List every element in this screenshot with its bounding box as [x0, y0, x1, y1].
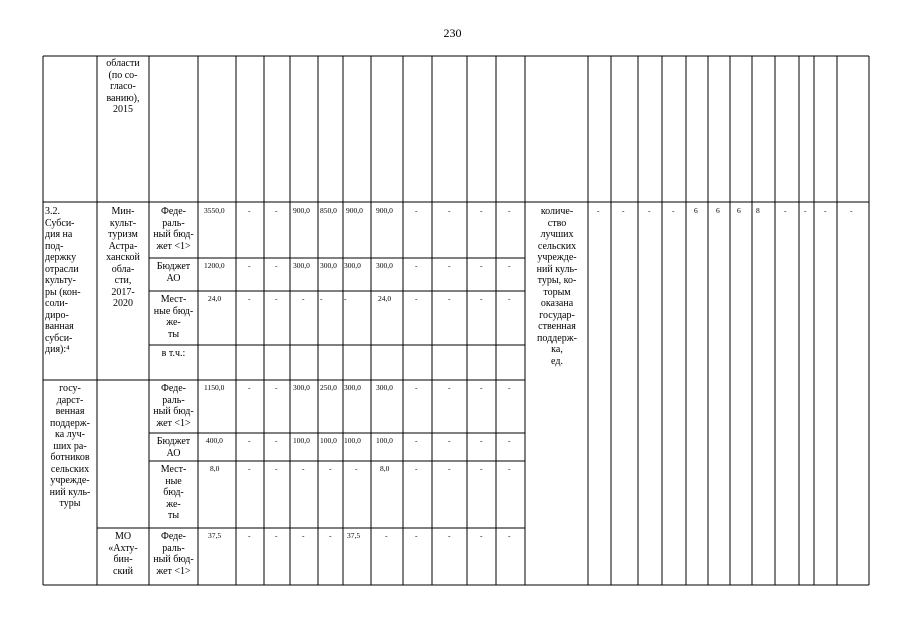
- value-cell: -: [448, 436, 451, 445]
- value-cell: -: [344, 294, 347, 303]
- value-cell: -: [448, 531, 451, 540]
- value-cell: -: [275, 206, 278, 215]
- value-cell: 300,0: [376, 383, 393, 392]
- value-cell: -: [248, 464, 251, 473]
- page-number: 230: [443, 26, 462, 40]
- value-cell: 24,0: [208, 294, 222, 303]
- label-region-consent-2015: области (по со- гласо- ванию), 2015: [106, 58, 140, 115]
- value-cell: -: [824, 206, 827, 215]
- label-federal-budget: Феде- раль- ный бюд- жет <1>: [153, 206, 194, 252]
- value-cell: -: [275, 294, 278, 303]
- value-cell: -: [415, 531, 418, 540]
- value-cell: 300,0: [344, 261, 361, 270]
- value-cell: -: [508, 261, 511, 270]
- value-cell: -: [480, 464, 483, 473]
- value-cell: 1200,0: [204, 261, 225, 270]
- label-federal-budget: Феде- раль- ный бюд- жет <1>: [153, 531, 194, 577]
- value-cell: 250,0: [320, 383, 337, 392]
- value-cell: 8,0: [380, 464, 390, 473]
- value-cell: -: [248, 436, 251, 445]
- value-cell: -: [302, 464, 305, 473]
- value-cell: 300,0: [293, 261, 310, 270]
- value-cell: -: [480, 261, 483, 270]
- value-cell: -: [850, 206, 853, 215]
- value-cell: 900,0: [293, 206, 310, 215]
- value-cell: -: [508, 531, 511, 540]
- value-cell: 100,0: [376, 436, 393, 445]
- value-cell: 850,0: [320, 206, 337, 215]
- value-cell: 300,0: [376, 261, 393, 270]
- value-cell: -: [784, 206, 787, 215]
- label-budget-ao: Бюджет АО: [156, 261, 191, 284]
- value-cell: -: [302, 294, 305, 303]
- label-including: в т.ч.:: [161, 348, 186, 359]
- value-cell: -: [248, 294, 251, 303]
- value-cell: -: [480, 206, 483, 215]
- value-cell: -: [648, 206, 651, 215]
- value-cell: 3550,0: [204, 206, 225, 215]
- value-cell: -: [672, 206, 675, 215]
- label-local-budgets: Мест- ные бюд- же- ты: [160, 464, 187, 521]
- value-cell: -: [329, 531, 332, 540]
- value-cell: -: [275, 261, 278, 270]
- value-cell: 37,5: [208, 531, 222, 540]
- value-cell: -: [480, 531, 483, 540]
- value-cell: -: [448, 294, 451, 303]
- value-cell: -: [355, 464, 358, 473]
- label-state-support: госу- дарст- венная поддерж- ка луч- ших ра- ботников сельских учрежде- ний куль- туры: [49, 383, 91, 509]
- value-cell: -: [508, 383, 511, 392]
- value-cell: 300,0: [293, 383, 310, 392]
- value-cell: -: [415, 464, 418, 473]
- value-cell: 400,0: [206, 436, 223, 445]
- value-cell: 8,0: [210, 464, 220, 473]
- value-cell: -: [248, 531, 251, 540]
- value-cell: -: [508, 206, 511, 215]
- label-minculttourism: Мин- культ- туризм Астра- ханской обла- сти, 2017- 2020: [106, 206, 140, 309]
- value-cell: -: [248, 261, 251, 270]
- value-cell: -: [597, 206, 600, 215]
- value-cell: 24,0: [378, 294, 392, 303]
- value-cell: 300,0: [320, 261, 337, 270]
- label-mo-akhtubinsky: МО «Ахту- бин- ский: [108, 531, 138, 577]
- value-cell: -: [508, 436, 511, 445]
- label-indicator: количе- ство лучших сельских учрежде- ний куль- туры, ко- торым оказана государ- ственная поддерж- ка, ед.: [536, 206, 578, 367]
- label-federal-budget: Феде- раль- ный бюд- жет <1>: [153, 383, 194, 429]
- value-cell: -: [622, 206, 625, 215]
- value-cell: 6: [716, 206, 720, 215]
- label-local-budgets: Мест- ные бюд- же- ты: [153, 294, 194, 340]
- value-cell: -: [480, 294, 483, 303]
- value-cell: -: [275, 531, 278, 540]
- value-cell: 100,0: [344, 436, 361, 445]
- value-cell: 6: [737, 206, 741, 215]
- value-cell: -: [415, 206, 418, 215]
- value-cell: -: [415, 436, 418, 445]
- value-cell: -: [415, 294, 418, 303]
- value-cell: -: [480, 436, 483, 445]
- value-cell: 8: [756, 206, 760, 215]
- value-cell: 1150,0: [204, 383, 225, 392]
- label-subsidy-3-2: 3.2. Субси- дия на под- держку отрасли культу- ры (кон- соли- диро- ванная субси- дия):⁴: [45, 206, 81, 355]
- value-cell: -: [320, 294, 323, 303]
- value-cell: -: [480, 383, 483, 392]
- value-cell: 900,0: [346, 206, 363, 215]
- value-cell: -: [508, 294, 511, 303]
- label-budget-ao: Бюджет АО: [156, 436, 191, 459]
- value-cell: -: [448, 206, 451, 215]
- value-cell: -: [302, 531, 305, 540]
- value-cell: -: [248, 206, 251, 215]
- value-cell: -: [448, 383, 451, 392]
- value-cell: -: [385, 531, 388, 540]
- value-cell: -: [415, 383, 418, 392]
- value-cell: -: [415, 261, 418, 270]
- value-cell: 37,5: [347, 531, 361, 540]
- value-cell: -: [275, 383, 278, 392]
- value-cell: -: [804, 206, 807, 215]
- value-cell: -: [275, 436, 278, 445]
- value-cell: 300,0: [344, 383, 361, 392]
- value-cell: -: [448, 464, 451, 473]
- value-cell: 6: [694, 206, 698, 215]
- value-cell: 100,0: [320, 436, 337, 445]
- value-cell: -: [329, 464, 332, 473]
- value-cell: -: [275, 464, 278, 473]
- value-cell: -: [508, 464, 511, 473]
- value-cell: 900,0: [376, 206, 393, 215]
- value-cell: -: [448, 261, 451, 270]
- value-cell: -: [248, 383, 251, 392]
- value-cell: 100,0: [293, 436, 310, 445]
